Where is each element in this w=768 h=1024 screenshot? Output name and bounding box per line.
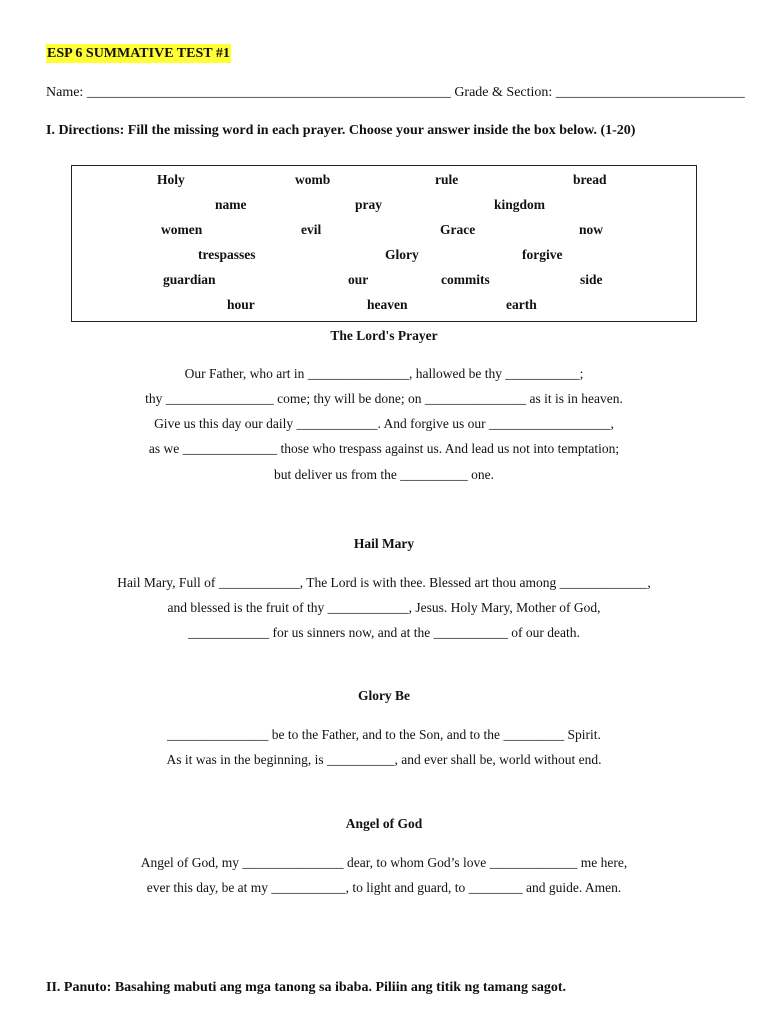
prayer-line: Angel of God, my _______________ dear, to whom God’s love _____________ me here,: [140, 855, 628, 870]
word-choice: hour: [227, 297, 255, 312]
word-choice: our: [348, 272, 369, 287]
word-choice: trespasses: [198, 247, 256, 262]
prayer-line: and blessed is the fruit of thy ____________, Jesus. Holy Mary, Mother of God,: [167, 600, 601, 615]
heading-lords-prayer: The Lord's Prayer: [330, 328, 438, 343]
prayer-line: ____________ for us sinners now, and at the ___________ of our death.: [188, 625, 580, 640]
heading-angel-of-god: Angel of God: [345, 816, 423, 831]
word-choice: pray: [355, 197, 382, 212]
word-choice: heaven: [367, 297, 408, 312]
word-choice: Grace: [440, 222, 476, 237]
prayer-line: as we ______________ those who trespass against us. And lead us not into temptation;: [148, 441, 620, 456]
prayer-line: _______________ be to the Father, and to the Son, and to the _________ Spirit.: [167, 727, 601, 742]
prayer-line: Our Father, who art in _______________, hallowed be thy ___________;: [184, 366, 584, 381]
prayer-line: but deliver us from the __________ one.: [273, 467, 495, 482]
word-choice: bread: [573, 172, 607, 187]
prayer-line: thy ________________ come; thy will be done; on _______________ as it is in heaven.: [145, 391, 623, 406]
word-choice: women: [161, 222, 203, 237]
word-choice-box: [71, 165, 697, 322]
word-choice: evil: [301, 222, 322, 237]
test-title: ESP 6 SUMMATIVE TEST #1: [47, 46, 230, 61]
word-choice: Holy: [157, 172, 185, 187]
name-grade-section-line: Name: ____________________________________________________ Grade & Section: ___________________________: [46, 85, 745, 100]
word-choice: guardian: [163, 272, 216, 287]
word-choice: rule: [435, 172, 459, 187]
prayer-line: ever this day, be at my ___________, to light and guard, to ________ and guide. Amen.: [146, 880, 622, 895]
word-choice: womb: [295, 172, 331, 187]
directions-part-1: I. Directions: Fill the missing word in each prayer. Choose your answer inside the box below. (1-20): [46, 123, 636, 138]
word-choice: side: [580, 272, 603, 287]
prayer-line: Give us this day our daily ____________. And forgive us our __________________,: [154, 416, 614, 431]
word-choice: now: [579, 222, 604, 237]
word-choice: name: [215, 197, 247, 212]
word-choice: kingdom: [494, 197, 546, 212]
directions-part-2: II. Panuto: Basahing mabuti ang mga tanong sa ibaba. Piliin ang titik ng tamang sagot.: [46, 980, 567, 995]
word-choice: earth: [506, 297, 537, 312]
prayer-line: Hail Mary, Full of ____________, The Lord is with thee. Blessed art thou among _____________,: [117, 575, 651, 590]
heading-hail-mary: Hail Mary: [353, 536, 415, 551]
prayer-line: As it was in the beginning, is __________, and ever shall be, world without end.: [166, 752, 602, 767]
word-choice: forgive: [522, 247, 563, 262]
word-choice: commits: [441, 272, 490, 287]
heading-glory-be: Glory Be: [357, 688, 411, 703]
word-choice: Glory: [385, 247, 419, 262]
